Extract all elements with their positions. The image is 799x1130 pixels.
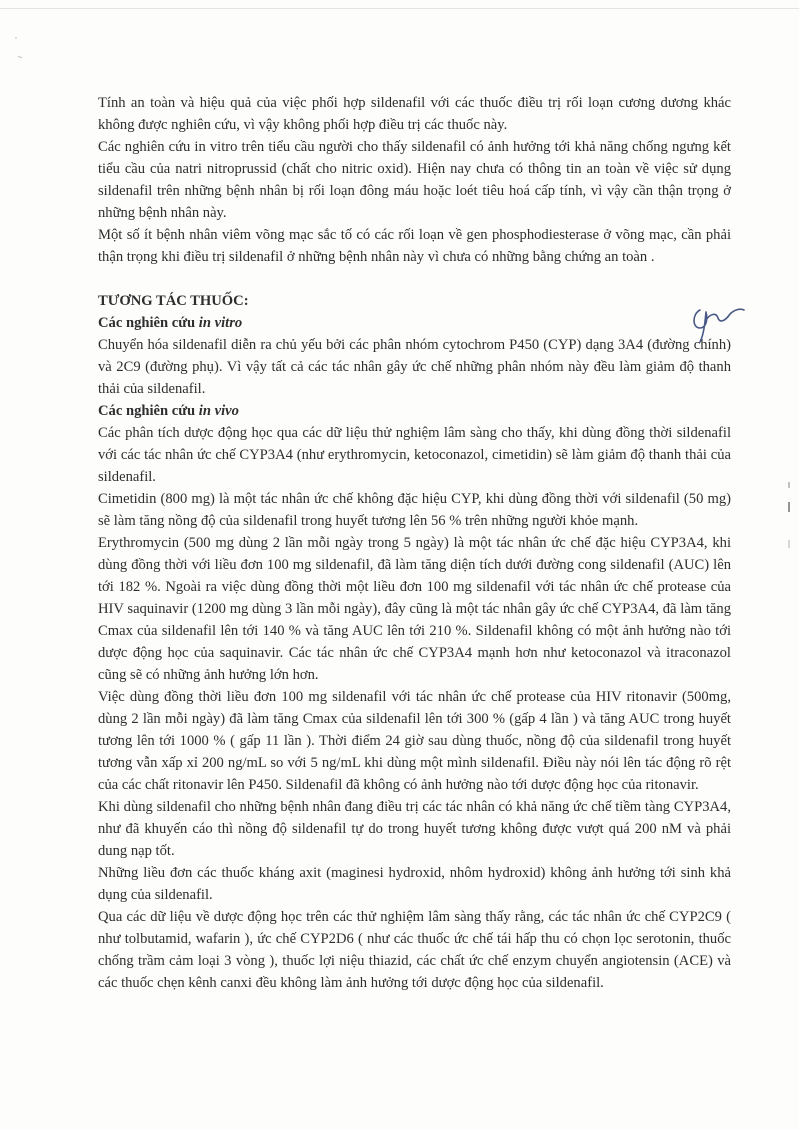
- paragraph: Các nghiên cứu in vitro trên tiểu cầu người cho thấy sildenafil có ảnh hưởng tới khả năng chống ngưng kết tiểu cầu của natri nitroprussid (chất cho nitric oxid). Hiện nay chưa có thông tin an toàn về việc sử dụng sildenafil trên những bệnh nhân bị rối loạn đông máu hoặc loét tiêu hoá cấp tính, vì vậy cần thận trọng ở những bệnh nhân này.: [98, 139, 731, 221]
- section-title: TƯƠNG TÁC THUỐC:: [98, 293, 249, 309]
- subsection-heading-in-vitro: [98, 312, 731, 334]
- paragraph: Erythromycin (500 mg dùng 2 lần mỗi ngày trong 5 ngày) là một tác nhân ức chế đặc hiệu CYP3A4, khi dùng đồng thời với liều đơn 100 mg sildenafil, đã làm tăng diện tích dưới đường cong sildenafil (AUC) lên tới 182 %. Ngoài ra việc dùng đồng thời một liều đơn 100 mg sildenafil với tác nhân ức chế protease của HIV saquinavir (1200 mg dùng 3 lần mỗi ngày), đây cũng là một tác nhân gây ức chế CYP3A4, đã làm tăng Cmax của sildenafil lên tới 140 % và tăng AUC lên tới 210 %. Sildenafil không có một ảnh hưởng nào tới dược động học của saquinavir. Các tác nhân ức chế CYP3A4 mạnh hơn như ketoconazol và itraconazol cũng sẽ có những ảnh hưởng lớn hơn.: [98, 535, 731, 683]
- scan-edge-line: [0, 8, 799, 9]
- paragraph: Việc dùng đồng thời liều đơn 100 mg sildenafil với tác nhân ức chế protease của HIV ritonavir (500mg, dùng 2 lần mỗi ngày) đã làm tăng Cmax của sildenafil lên tới 300 % (gấp 4 lần ) và tăng AUC trong huyết tương lên tới 1000 % ( gấp 11 lần ). Thời điểm 24 giờ sau dùng thuốc, nồng độ của sildenafil trong huyết tương vẫn xấp xỉ 200 ng/mL so với 5 ng/mL khi dùng một mình sildenafil. Điều này nói lên tác động rõ rệt của các chất ritonavir lên P450. Sildenafil đã không có ảnh hưởng nào tới dược động học của ritonavir.: [98, 689, 731, 793]
- paragraph: Cimetidin (800 mg) là một tác nhân ức chế không đặc hiệu CYP, khi dùng đồng thời với sildenafil (50 mg) sẽ làm tăng nồng độ của sildenafil trong huyết tương lên 56 % trên những người khỏe mạnh.: [98, 491, 731, 529]
- subsection-heading-italic: in vivo: [198, 403, 239, 419]
- subsection-heading-in-vivo: [98, 400, 731, 422]
- paragraph: Tính an toàn và hiệu quả của việc phối hợp sildenafil với các thuốc điều trị rối loạn cương dương khác không được nghiên cứu, vì vậy không phối hợp điều trị các thuốc này.: [98, 95, 731, 133]
- paragraph: Chuyển hóa sildenafil diễn ra chủ yếu bởi các phân nhóm cytochrom P450 (CYP) dạng 3A4 (đường chính) và 2C9 (đường phụ). Vì vậy tất cả các tác nhân gây ức chế những phân nhóm này đều làm giảm độ thanh thải của sildenafil.: [98, 337, 731, 397]
- margin-hole-marks: [784, 482, 794, 552]
- paragraph: Qua các dữ liệu về dược động học trên các thử nghiệm lâm sàng thấy rằng, các tác nhân ức chế CYP2C9 ( như tolbutamid, wafarin ), ức chế CYP2D6 ( như các thuốc ức chế tái hấp thu có chọn lọc serotonin, thuốc chống trầm cảm loại 3 vòng ), thuốc lợi niệu thiazid, các chất ức chế enzym chuyển angiotensin (ACE) và các thuốc chẹn kênh canxi đều không làm ảnh hưởng tới dược động học của sildenafil.: [98, 909, 731, 991]
- subsection-heading-text: Các nghiên cứu: [98, 403, 199, 419]
- scan-speck-mark: [10, 30, 40, 70]
- subsection-heading-italic: in vitro: [198, 315, 243, 331]
- paragraph: Các phân tích dược động học qua các dữ liệu thử nghiệm lâm sàng cho thấy, khi dùng đồng thời sildenafil với các tác nhân ức chế CYP3A4 (như erythromycin, ketoconazol, cimetidin) sẽ làm giảm độ thanh thải của sildenafil.: [98, 425, 731, 485]
- section-gap: [98, 268, 731, 290]
- subsection-heading-text: Các nghiên cứu: [98, 315, 199, 331]
- handwritten-initials-signature: [686, 298, 746, 348]
- paragraph: Một số ít bệnh nhân viêm võng mạc sắc tố có các rối loạn về gen phosphodiesterase ở võng mạc, cần phải thận trọng khi điều trị sildenafil ở những bệnh nhân này vì chưa có những bằng chứng an toàn .: [98, 227, 731, 265]
- document-body: [98, 92, 731, 994]
- paragraph: Khi dùng sildenafil cho những bệnh nhân đang điều trị các tác nhân có khả năng ức chế tiềm tàng CYP3A4, như đã khuyến cáo thì nồng độ sildenafil tự do trong huyết tương không được vượt quá 200 nM và phải dung nạp tốt.: [98, 799, 731, 859]
- paragraph: Những liều đơn các thuốc kháng axit (maginesi hydroxid, nhôm hydroxid) không ảnh hưởng tới sinh khả dụng của sildenafil.: [98, 865, 731, 903]
